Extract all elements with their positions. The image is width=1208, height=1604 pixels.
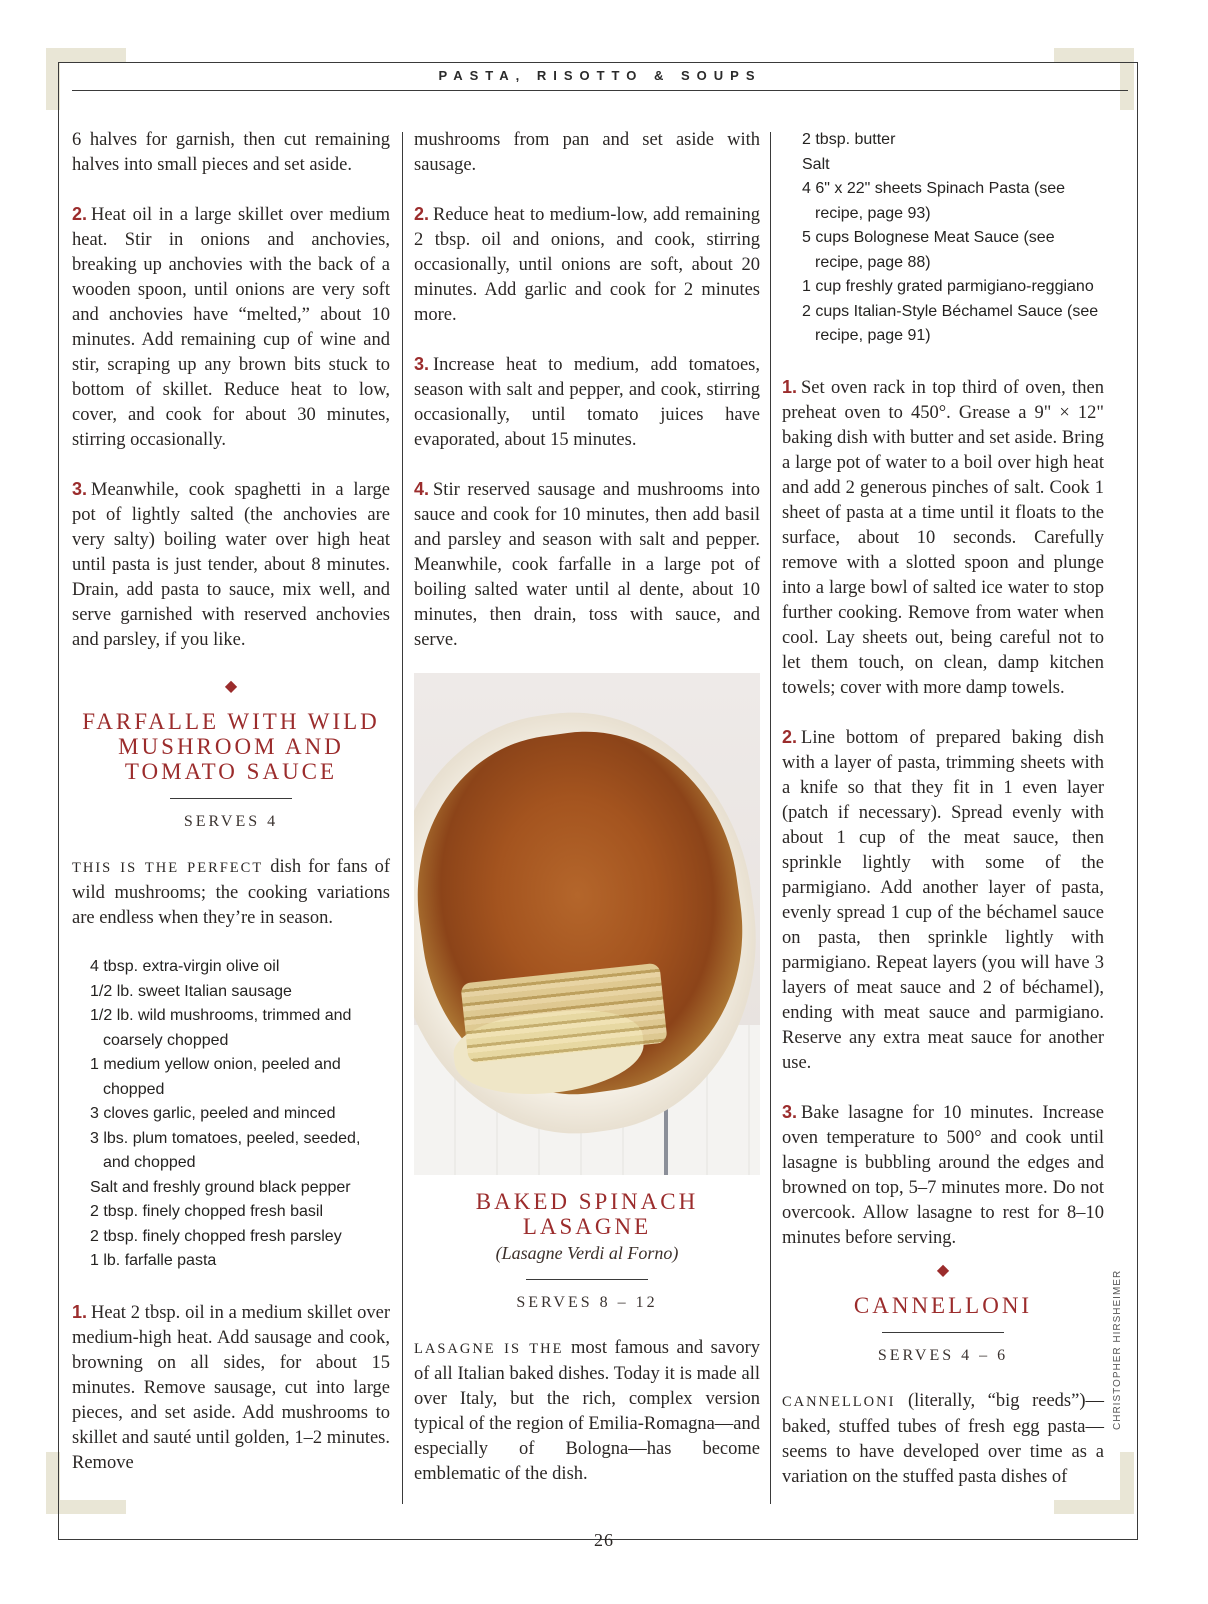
recipe-title-line: FARFALLE WITH WILD xyxy=(82,709,380,734)
ingredient-item: 3 cloves garlic, peeled and minced xyxy=(90,1105,336,1122)
ingredient-item: 1 cup freshly grated parmigiano-reggiano xyxy=(802,278,1094,295)
step-number: 2. xyxy=(414,204,430,224)
ingredient-item: 2 tbsp. finely chopped fresh parsley xyxy=(90,1227,342,1245)
ingredient-item: 2 tbsp. butter xyxy=(802,131,896,148)
ingredient-item: 2 cups Italian-Style Béchamel Sauce (see recipe, page 91) xyxy=(802,302,1099,344)
photo-credit: CHRISTOPHER HIRSHEIMER xyxy=(1112,1269,1123,1430)
step-text: Heat oil in a large skillet over medium heat. Stir in onions and anchovies, breaking up anchovies with the back of a wooden spoon, until onions are very soft and anchovies have “melted,” about 10 minutes. Add remaining cup of wine and stir, scraping up any brown bits stuck to bottom of skillet. Reduce heat to low, cover, and cook for about 30 minutes, stirring occasionally. xyxy=(72,205,390,450)
column-3 xyxy=(782,128,1104,1490)
step-2 xyxy=(414,202,760,328)
intro-lead: THIS IS THE PERFECT xyxy=(72,860,264,876)
step-2 xyxy=(782,725,1104,1076)
intro-lead: LASAGNE IS THE xyxy=(414,1341,564,1357)
step-number: 2. xyxy=(72,204,88,224)
step-text: Bake lasagne for 10 minutes. Increase oven temperature to 500° and cook until lasagne is bubbling around the edges and browned on top, 5–7 minutes more. Do not overcook. Allow lasagne to rest for 8–10 minutes before serving. xyxy=(782,1102,1104,1248)
step-number: 3. xyxy=(72,479,88,499)
column-2 xyxy=(414,128,760,1487)
step-3 xyxy=(72,477,390,653)
step-2 xyxy=(72,202,390,453)
recipe-title xyxy=(414,1189,760,1239)
recipe-title: CANNELLONI xyxy=(853,1292,1033,1318)
step-number: 1. xyxy=(782,376,798,397)
column-rule-2 xyxy=(770,132,771,1504)
column-rule-1 xyxy=(402,132,403,1504)
ingredient-item: 4 tbsp. extra-virgin olive oil xyxy=(90,958,280,975)
step-text: Stir reserved sausage and mushrooms into sauce and cook for 10 minutes, then add basil and parsley and season with salt and pepper. Meanwhile, cook farfalle in a large pot of boiling salted water until al dente, about 10 minutes, then drain, toss with sauce, and serve. xyxy=(414,480,760,650)
page-number: 26 xyxy=(594,1530,614,1550)
section-diamond: ◆ xyxy=(936,1261,950,1279)
ingredient-item: 5 cups Bolognese Meat Sauce (see recipe, page 88) xyxy=(802,229,1055,271)
section-diamond: ◆ xyxy=(224,678,238,695)
step-text: Heat 2 tbsp. oil in a medium skillet over medium-high heat. Add sausage and cook, browning on all sides, for about 15 minutes. Remove sausage, cut into large pieces, and set aside. Add mushrooms to skillet and sauté until golden, 1–2 minutes. Remove xyxy=(72,1302,390,1473)
column-1 xyxy=(72,128,390,1476)
recipe-title-line: TOMATO SAUCE xyxy=(124,759,338,784)
step-text: Increase heat to medium, add tomatoes, season with salt and pepper, and cook, stirring occasionally, until tomato juices have evaporated, about 15 minutes. xyxy=(414,355,760,450)
lasagne-photo xyxy=(414,673,760,1175)
title-rule xyxy=(526,1279,648,1280)
ingredient-item: 1 lb. farfalle pasta xyxy=(90,1252,217,1269)
recipe-title-line: MUSHROOM AND xyxy=(118,734,344,759)
continued-text: 6 halves for garnish, then cut remaining halves into small pieces and set aside. xyxy=(72,130,390,175)
ingredient-item: 2 tbsp. finely chopped fresh basil xyxy=(90,1203,324,1220)
ingredient-item: 4 6" x 22" sheets Spinach Pasta (see recipe, page 93) xyxy=(802,180,1066,222)
recipe-title-line: BAKED SPINACH xyxy=(475,1189,699,1214)
ingredient-item: Salt and freshly ground black pepper xyxy=(90,1178,351,1196)
step-1 xyxy=(782,375,1104,701)
intro-lead: CANNELLONI xyxy=(782,1393,896,1410)
step-text: Line bottom of prepared baking dish with a layer of pasta, trimming sheets with a knife so that they fit in 1 even layer (patch if necessary). Spread evenly with about 1 cup of the meat sauce, then sprinkle lightly with some of the parmigiano. Add another layer of pasta, evenly spread 1 cup of the béchamel sauce on pasta, then sprinkle lightly with parmigiano. Repeat layers (you will have 3 layers of meat sauce and 2 of béchamel), ending with meat sauce and parmigiano. Reserve any extra meat sauce for another use. xyxy=(782,727,1104,1073)
step-number: 3. xyxy=(782,1101,798,1122)
step-number: 3. xyxy=(414,354,430,374)
frame-corner-tr-h xyxy=(1054,48,1134,62)
serves-label: SERVES 4 xyxy=(183,813,279,830)
ingredient-item: 1/2 lb. wild mushrooms, trimmed and coarsely chopped xyxy=(90,1007,352,1049)
recipe-intro xyxy=(414,1336,760,1487)
title-rule xyxy=(170,798,292,799)
recipe-intro xyxy=(782,1389,1104,1490)
continued-text: mushrooms from pan and set aside with sausage. xyxy=(414,130,760,175)
step-1 xyxy=(72,1300,390,1476)
step-text: Reduce heat to medium-low, add remaining 2 tbsp. oil and onions, and cook, stirring occasionally, until onions are soft, about 20 minutes. Add garlic and cook for 2 minutes more. xyxy=(414,205,760,325)
ingredient-list xyxy=(782,128,1104,349)
recipe-subtitle: (Lasagne Verdi al Forno) xyxy=(495,1243,679,1263)
recipe-title xyxy=(72,709,390,784)
step-number: 2. xyxy=(782,726,798,747)
ingredient-item: 1/2 lb. sweet Italian sausage xyxy=(90,982,292,1000)
ingredient-item: 3 lbs. plum tomatoes, peeled, seeded, and chopped xyxy=(90,1129,361,1171)
ingredient-list xyxy=(72,955,390,1274)
ingredient-item: 1 medium yellow onion, peeled and chopped xyxy=(90,1056,341,1098)
step-text: Set oven rack in top third of oven, then preheat oven to 450°. Grease a 9" × 12" baking dish with butter and set aside. Bring a large pot of water to a boil over high heat and add 2 generous pinches of salt. Cook 1 sheet of pasta at a time until it floats to the surface, about 10 seconds. Carefully remove with a slotted spoon and plunge into a large bowl of salted ice water to stop further cooking. Remove from water when cool. Lay sheets out, being careful not to let them touch, on clean, damp kitchen towels; cover with more damp towels. xyxy=(782,377,1104,698)
frame-corner-tl-h xyxy=(46,48,126,62)
step-number: 1. xyxy=(72,1301,88,1322)
running-head-rule xyxy=(72,90,1128,91)
title-rule xyxy=(882,1332,1004,1333)
step-3 xyxy=(414,352,760,453)
serves-label: SERVES 4 – 6 xyxy=(877,1346,1009,1364)
running-head: PASTA, RISOTTO & SOUPS xyxy=(438,68,762,83)
intro-text: (literally, “big reeds”)—baked, stuffed tubes of fresh egg pasta—seems to have developed over time as a variation on the stuffed pasta dishes of xyxy=(782,1390,1104,1487)
recipe-title-line: LASAGNE xyxy=(522,1214,652,1239)
intro-text: most famous and savory of all Italian baked dishes. Today it is made all over Italy, but the rich, complex version typical of the region of Emilia-Romagna—and especially of Bologna—has become emblematic of the dish. xyxy=(414,1338,760,1484)
step-3 xyxy=(782,1100,1104,1251)
step-4 xyxy=(414,477,760,653)
step-number: 4. xyxy=(414,479,430,499)
ingredient-item: Salt xyxy=(802,155,830,173)
serves-label: SERVES 8 – 12 xyxy=(516,1294,658,1311)
intro-text: dish for fans of wild mushrooms; the cooking variations are endless when they’re in season. xyxy=(72,857,390,928)
recipe-intro xyxy=(72,855,390,931)
step-text: Meanwhile, cook spaghetti in a large pot of lightly salted (the anchovies are very salty) boiling water over high heat until pasta is just tender, about 8 minutes. Drain, add pasta to sauce, mix well, and serve garnished with reserved anchovies and parsley, if you like. xyxy=(72,480,390,650)
